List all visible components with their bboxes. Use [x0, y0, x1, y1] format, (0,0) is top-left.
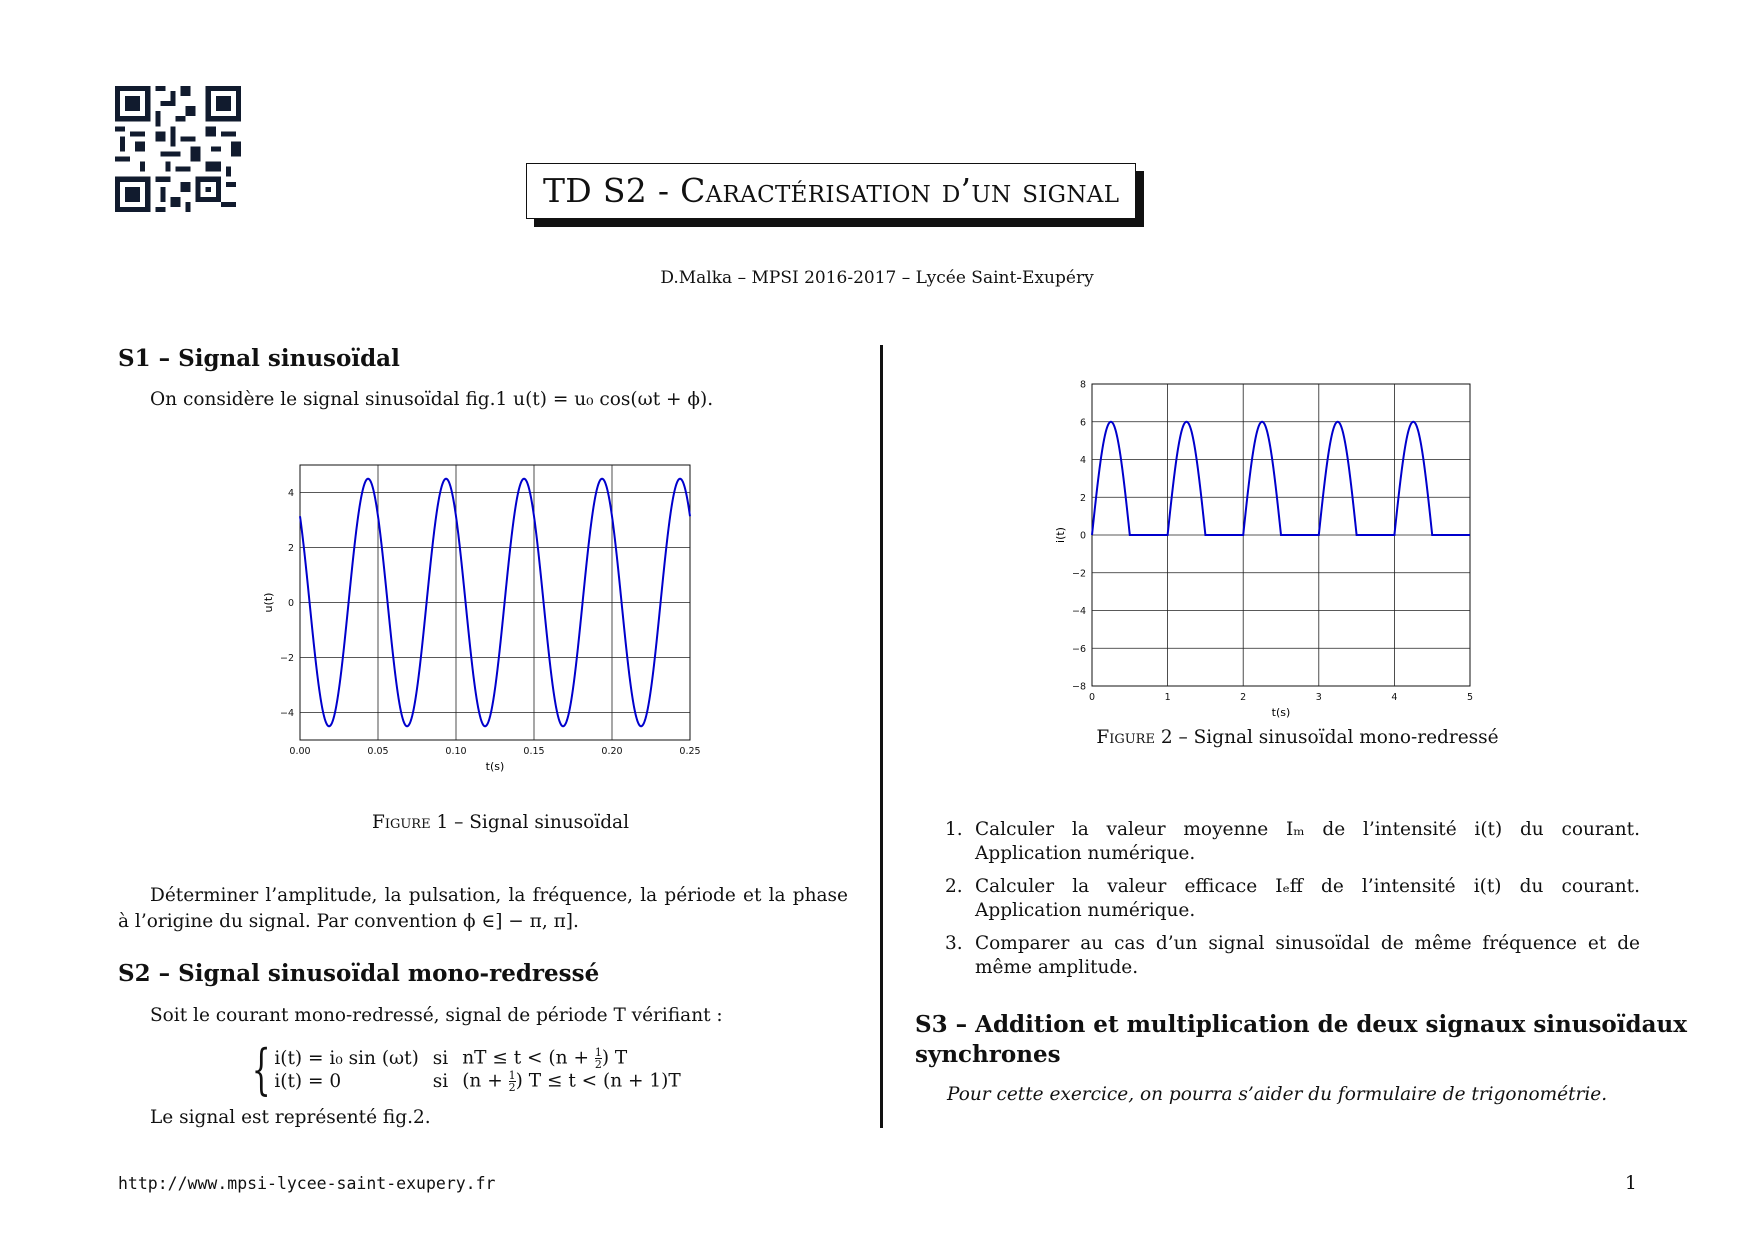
chart-1-x-axis-label: t(s) — [485, 760, 505, 773]
chart-1-y-axis-label: u(t) — [262, 592, 275, 613]
list-item — [915, 818, 1640, 866]
document-title — [526, 163, 1136, 219]
eq-row1-si: si — [432, 1048, 449, 1069]
s2-outro: Le signal est représenté fig.2. — [150, 1107, 431, 1128]
page-number: 1 — [1625, 1173, 1637, 1194]
author-line: D.Malka – MPSI 2016-2017 – Lycée Saint-Exupéry — [660, 268, 1094, 288]
y-tick-label: −8 — [1071, 681, 1086, 693]
y-tick-label: 2 — [287, 543, 294, 554]
figure-2-caption-text: – Signal sinusoïdal mono-redressé — [1172, 727, 1499, 748]
y-tick-label: −4 — [1071, 606, 1086, 617]
s2-question-list — [915, 818, 1640, 989]
title-main: Caractérisation d’un signal — [680, 171, 1120, 210]
qr-code-image — [115, 86, 241, 212]
y-tick-label: −2 — [279, 653, 294, 664]
chart-2-y-axis-label: i(t) — [1054, 527, 1067, 543]
x-tick-label: 4 — [1391, 692, 1398, 703]
left-brace: { — [251, 1038, 271, 1101]
figure-2-caption-label: Figure 2 — [1096, 727, 1173, 748]
figure-2-caption — [915, 727, 1680, 748]
figure-1-caption-text: – Signal sinusoïdal — [448, 812, 629, 833]
y-tick-label: 4 — [287, 488, 294, 499]
x-tick-label: 0 — [1088, 692, 1096, 703]
eq-row1-cond-a: nT ≤ t < (n + — [462, 1047, 595, 1069]
eq-row1-expression: i(t) = i₀ sin (ωt) — [274, 1048, 419, 1069]
x-tick-label: 2 — [1240, 692, 1247, 703]
y-tick-label: −6 — [1071, 643, 1086, 655]
y-tick-label: 6 — [1079, 417, 1086, 429]
figure-1-caption-label: Figure 1 — [371, 812, 449, 833]
figure-2-chart — [1052, 372, 1482, 719]
fraction-half — [509, 1070, 516, 1093]
footer-url: http://www.mpsi-lycee-saint-exupery.fr — [118, 1174, 496, 1193]
y-tick-label: 8 — [1079, 379, 1086, 391]
x-tick-label: 1 — [1164, 692, 1171, 703]
figure-1-chart — [255, 455, 705, 790]
title-prefix: TD S2 - — [543, 171, 681, 210]
x-tick-label: 0.25 — [679, 746, 701, 757]
eq-row2-expression: i(t) = 0 — [274, 1071, 342, 1092]
y-tick-label: −2 — [1071, 568, 1086, 580]
fraction-numerator: 1 — [508, 1069, 516, 1082]
list-item-number: 1. — [945, 819, 963, 840]
eq-row2-condition — [462, 1070, 695, 1093]
section-s3-heading — [915, 1010, 1687, 1070]
fraction-denominator: 2 — [594, 1058, 602, 1071]
section-s2-heading: S2 – Signal sinusoïdal mono-redressé — [118, 960, 600, 987]
x-tick-label: 0.10 — [445, 746, 467, 757]
s3-intro: Pour cette exercice, on pourra s’aider du formulaire de trigonométrie. — [947, 1084, 1608, 1105]
x-tick-label: 0.20 — [601, 746, 623, 757]
eq-row1-cond-b: ) T — [601, 1047, 628, 1069]
x-tick-label: 0.15 — [523, 746, 545, 757]
piecewise-definition — [244, 1038, 695, 1101]
fraction-denominator: 2 — [508, 1081, 516, 1094]
s3-heading-line2: synchrones — [915, 1041, 1061, 1068]
list-item-number: 3. — [945, 933, 963, 954]
x-tick-label: 0.00 — [289, 746, 311, 757]
eq-row2-cond-b: ) T ≤ t < (n + 1)T — [515, 1070, 681, 1092]
y-tick-label: 2 — [1079, 492, 1086, 504]
chart-2-ticks — [1072, 380, 1473, 704]
x-tick-label: 0.05 — [367, 746, 389, 757]
y-tick-label: 4 — [1079, 455, 1086, 466]
list-item-text: Comparer au cas d’un signal sinusoïdal de même fréquence et de même amplitude. — [975, 933, 1640, 978]
eq-row2-si: si — [432, 1071, 449, 1092]
chart-1-gridlines — [300, 465, 690, 740]
column-divider — [880, 345, 883, 1128]
eq-row2-cond-a: (n + — [462, 1070, 509, 1092]
figure-1-caption — [118, 812, 883, 833]
y-tick-label: 0 — [1079, 530, 1086, 542]
list-item-number: 2. — [945, 876, 963, 897]
y-tick-label: 0 — [287, 598, 294, 609]
s1-intro: On considère le signal sinusoïdal fig.1 u(t) = u₀ cos(ωt + ϕ). — [150, 389, 714, 410]
list-item-text: Calculer la valeur efficace Iₑff de l’intensité i(t) du courant. Application numérique. — [975, 876, 1640, 921]
eq-row1-condition — [462, 1047, 695, 1070]
x-tick-label: 5 — [1466, 692, 1474, 703]
y-tick-label: −4 — [279, 708, 294, 719]
s3-heading-line1: S3 – Addition et multiplication de deux signaux sinusoïdaux — [915, 1011, 1687, 1038]
s2-intro: Soit le courant mono-redressé, signal de période T vérifiant : — [150, 1005, 723, 1026]
chart-2-series-line — [1092, 422, 1470, 535]
list-item — [915, 875, 1640, 923]
fraction-numerator: 1 — [594, 1046, 602, 1059]
fraction-half — [595, 1047, 602, 1070]
chart-2-x-axis-label: t(s) — [1271, 706, 1291, 719]
list-item — [915, 932, 1640, 980]
section-s1-heading: S1 – Signal sinusoïdal — [118, 345, 400, 372]
list-item-text: Calculer la valeur moyenne Iₘ de l’intensité i(t) du courant. Application numérique. — [975, 819, 1640, 864]
x-tick-label: 3 — [1315, 692, 1322, 703]
s1-question: Déterminer l’amplitude, la pulsation, la fréquence, la période et la phase à l’origine du signal. Par convention ϕ ∈] − π, π]. — [118, 885, 848, 932]
